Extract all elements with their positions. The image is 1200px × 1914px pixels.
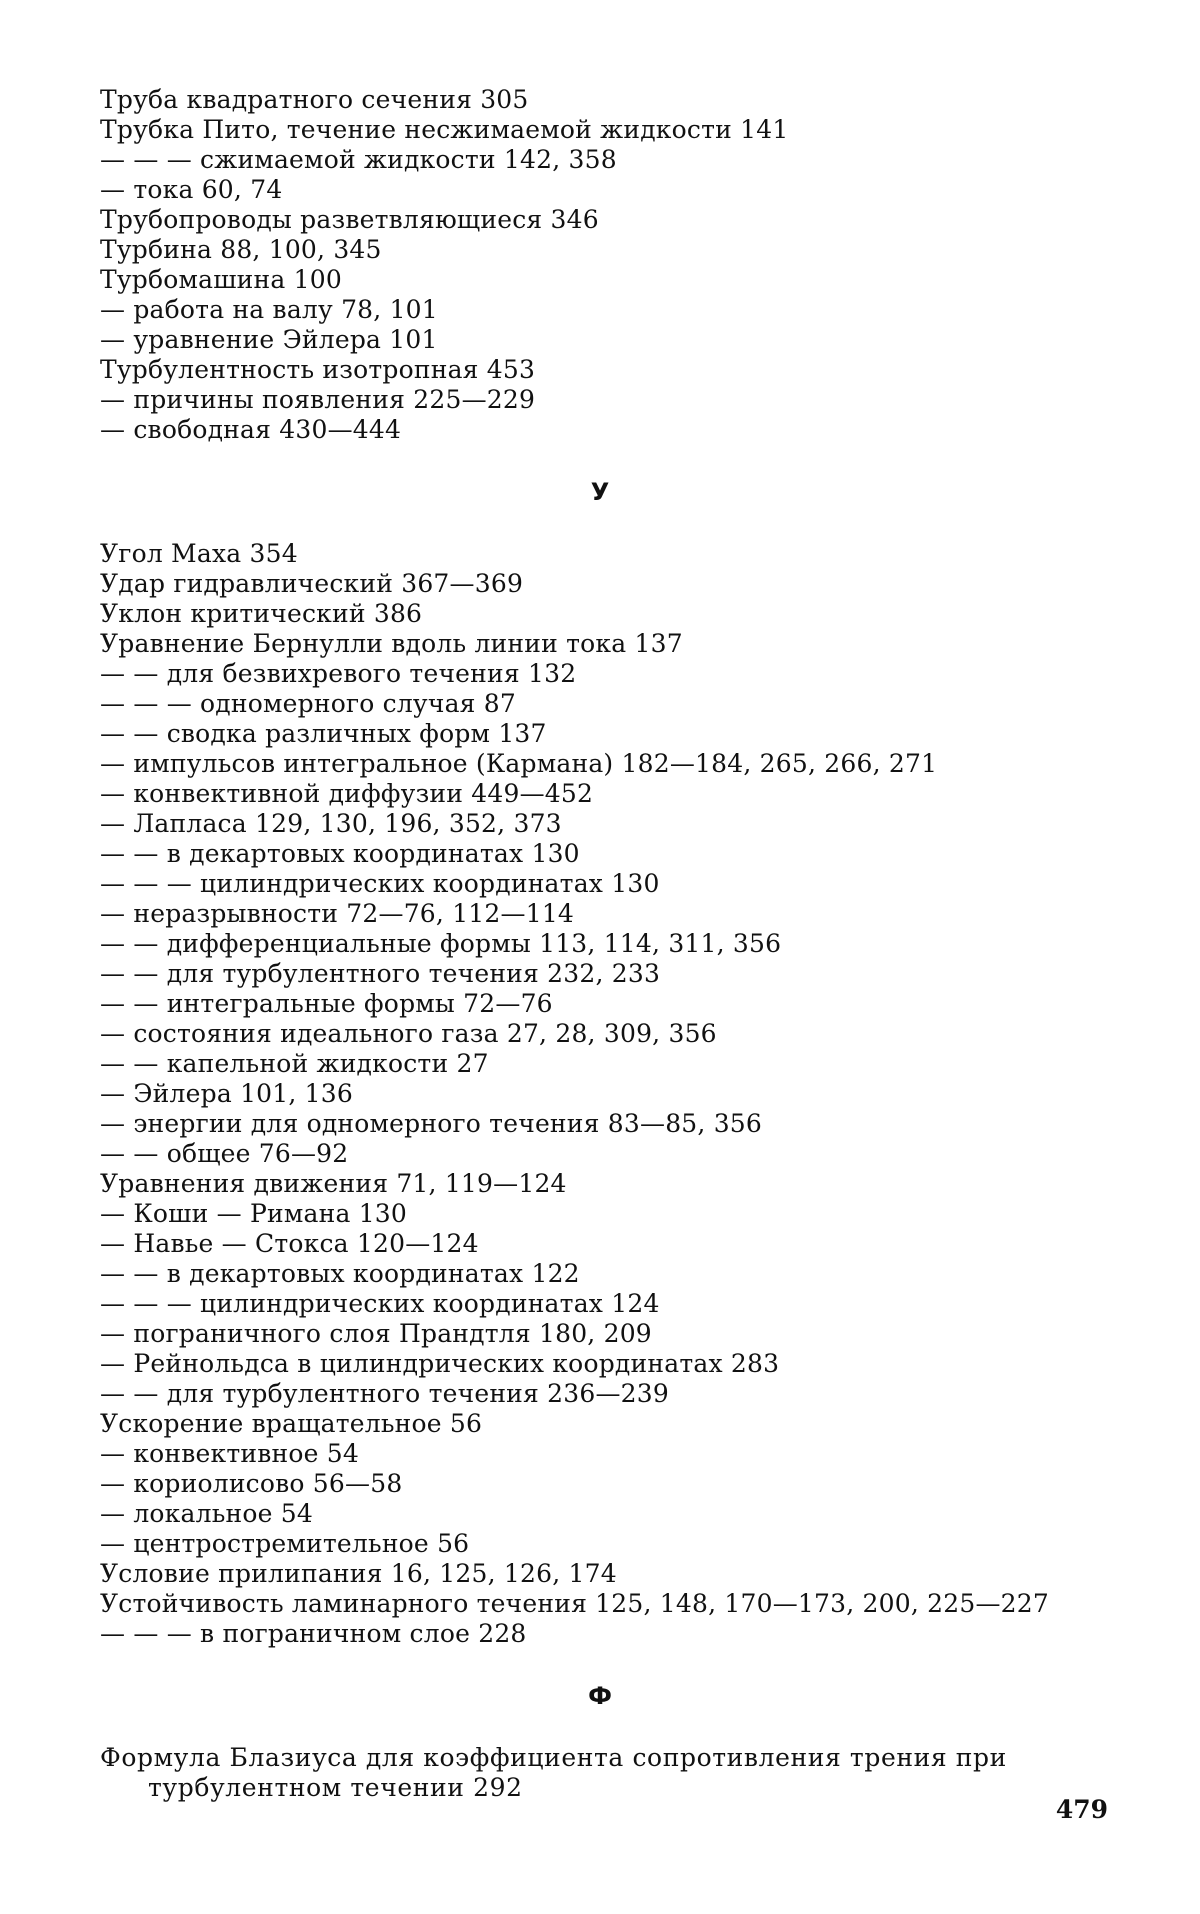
section-letter-u: У bbox=[590, 478, 610, 506]
index-entry: — локальное 54 bbox=[100, 1499, 313, 1528]
index-section-u bbox=[100, 539, 1100, 1649]
index-entry: — свободная 430—444 bbox=[100, 415, 402, 444]
index-entry: — Навье — Стокса 120—124 bbox=[100, 1229, 479, 1258]
index-entry: — уравнение Эйлера 101 bbox=[100, 325, 438, 354]
index-entry: — — интегральные формы 72—76 bbox=[100, 989, 553, 1018]
index-section-t bbox=[100, 85, 1100, 445]
index-entry: Трубка Пито, течение несжимаемой жидкости 141 bbox=[100, 115, 789, 144]
index-entry: — Рейнольдса в цилиндрических координатах 283 bbox=[100, 1349, 780, 1378]
index-entry: — Коши — Римана 130 bbox=[100, 1199, 408, 1228]
index-entry: — пограничного слоя Прандтля 180, 209 bbox=[100, 1319, 652, 1348]
index-entry: — неразрывности 72—76, 112—114 bbox=[100, 899, 575, 928]
index-entry: — кориолисово 56—58 bbox=[100, 1469, 403, 1498]
index-entry: — — в декартовых координатах 130 bbox=[100, 839, 580, 868]
index-entry: — причины появления 225—229 bbox=[100, 385, 536, 414]
index-entry bbox=[100, 1743, 1100, 1803]
index-entry: — — капельной жидкости 27 bbox=[100, 1049, 489, 1078]
index-entry: Трубопроводы разветвляющиеся 346 bbox=[100, 205, 599, 234]
index-entry: Уравнения движения 71, 119—124 bbox=[100, 1169, 567, 1198]
index-entry: — — дифференциальные формы 113, 114, 311, 356 bbox=[100, 929, 782, 958]
index-entry: Ускорение вращательное 56 bbox=[100, 1409, 483, 1438]
index-entry: — — в декартовых координатах 122 bbox=[100, 1259, 580, 1288]
index-entry: — — — одномерного случая 87 bbox=[100, 689, 517, 718]
index-entry: — тока 60, 74 bbox=[100, 175, 283, 204]
index-entry: — состояния идеального газа 27, 28, 309, 356 bbox=[100, 1019, 717, 1048]
section-letter-f: Ф bbox=[588, 1682, 612, 1710]
index-entry: Турбулентность изотропная 453 bbox=[100, 355, 536, 384]
index-entry-continuation: турбулентном течении 292 bbox=[148, 1773, 523, 1802]
index-entry: — — сводка различных форм 137 bbox=[100, 719, 547, 748]
index-entry: — работа на валу 78, 101 bbox=[100, 295, 438, 324]
index-entry: — — общее 76—92 bbox=[100, 1139, 349, 1168]
index-entry: Условие прилипания 16, 125, 126, 174 bbox=[100, 1559, 617, 1588]
index-entry: — Эйлера 101, 136 bbox=[100, 1079, 353, 1108]
index-page bbox=[100, 85, 1100, 1803]
index-entry: Уравнение Бернулли вдоль линии тока 137 bbox=[100, 629, 683, 658]
index-entry: Турбина 88, 100, 345 bbox=[100, 235, 382, 264]
index-entry: Угол Маха 354 bbox=[100, 539, 298, 568]
index-entry: — — — цилиндрических координатах 130 bbox=[100, 869, 660, 898]
index-entry: — импульсов интегральное (Кармана) 182—184, 265, 266, 271 bbox=[100, 749, 938, 778]
index-entry: — Лапласа 129, 130, 196, 352, 373 bbox=[100, 809, 562, 838]
index-entry: Турбомашина 100 bbox=[100, 265, 342, 294]
index-entry: — — — в пограничном слое 228 bbox=[100, 1619, 527, 1648]
index-entry: — конвективной диффузии 449—452 bbox=[100, 779, 594, 808]
index-entry: — — для турбулентного течения 232, 233 bbox=[100, 959, 661, 988]
index-entry: — конвективное 54 bbox=[100, 1439, 360, 1468]
page-number: 479 bbox=[1055, 1795, 1108, 1824]
index-section-f bbox=[100, 1743, 1100, 1803]
index-entry: Труба квадратного сечения 305 bbox=[100, 85, 529, 114]
index-entry: Уклон критический 386 bbox=[100, 599, 423, 628]
index-entry-main: Формула Блазиуса для коэффициента сопротивления трения при bbox=[100, 1743, 1007, 1772]
index-entry: — — для безвихревого течения 132 bbox=[100, 659, 577, 688]
index-entry: — — — цилиндрических координатах 124 bbox=[100, 1289, 660, 1318]
index-entry: — центростремительное 56 bbox=[100, 1529, 470, 1558]
index-entry: — — — сжимаемой жидкости 142, 358 bbox=[100, 145, 617, 174]
index-entry: Устойчивость ламинарного течения 125, 148, 170—173, 200, 225—227 bbox=[100, 1589, 1049, 1618]
index-entry: — — для турбулентного течения 236—239 bbox=[100, 1379, 669, 1408]
index-entry: Удар гидравлический 367—369 bbox=[100, 569, 524, 598]
index-entry: — энергии для одномерного течения 83—85, 356 bbox=[100, 1109, 763, 1138]
